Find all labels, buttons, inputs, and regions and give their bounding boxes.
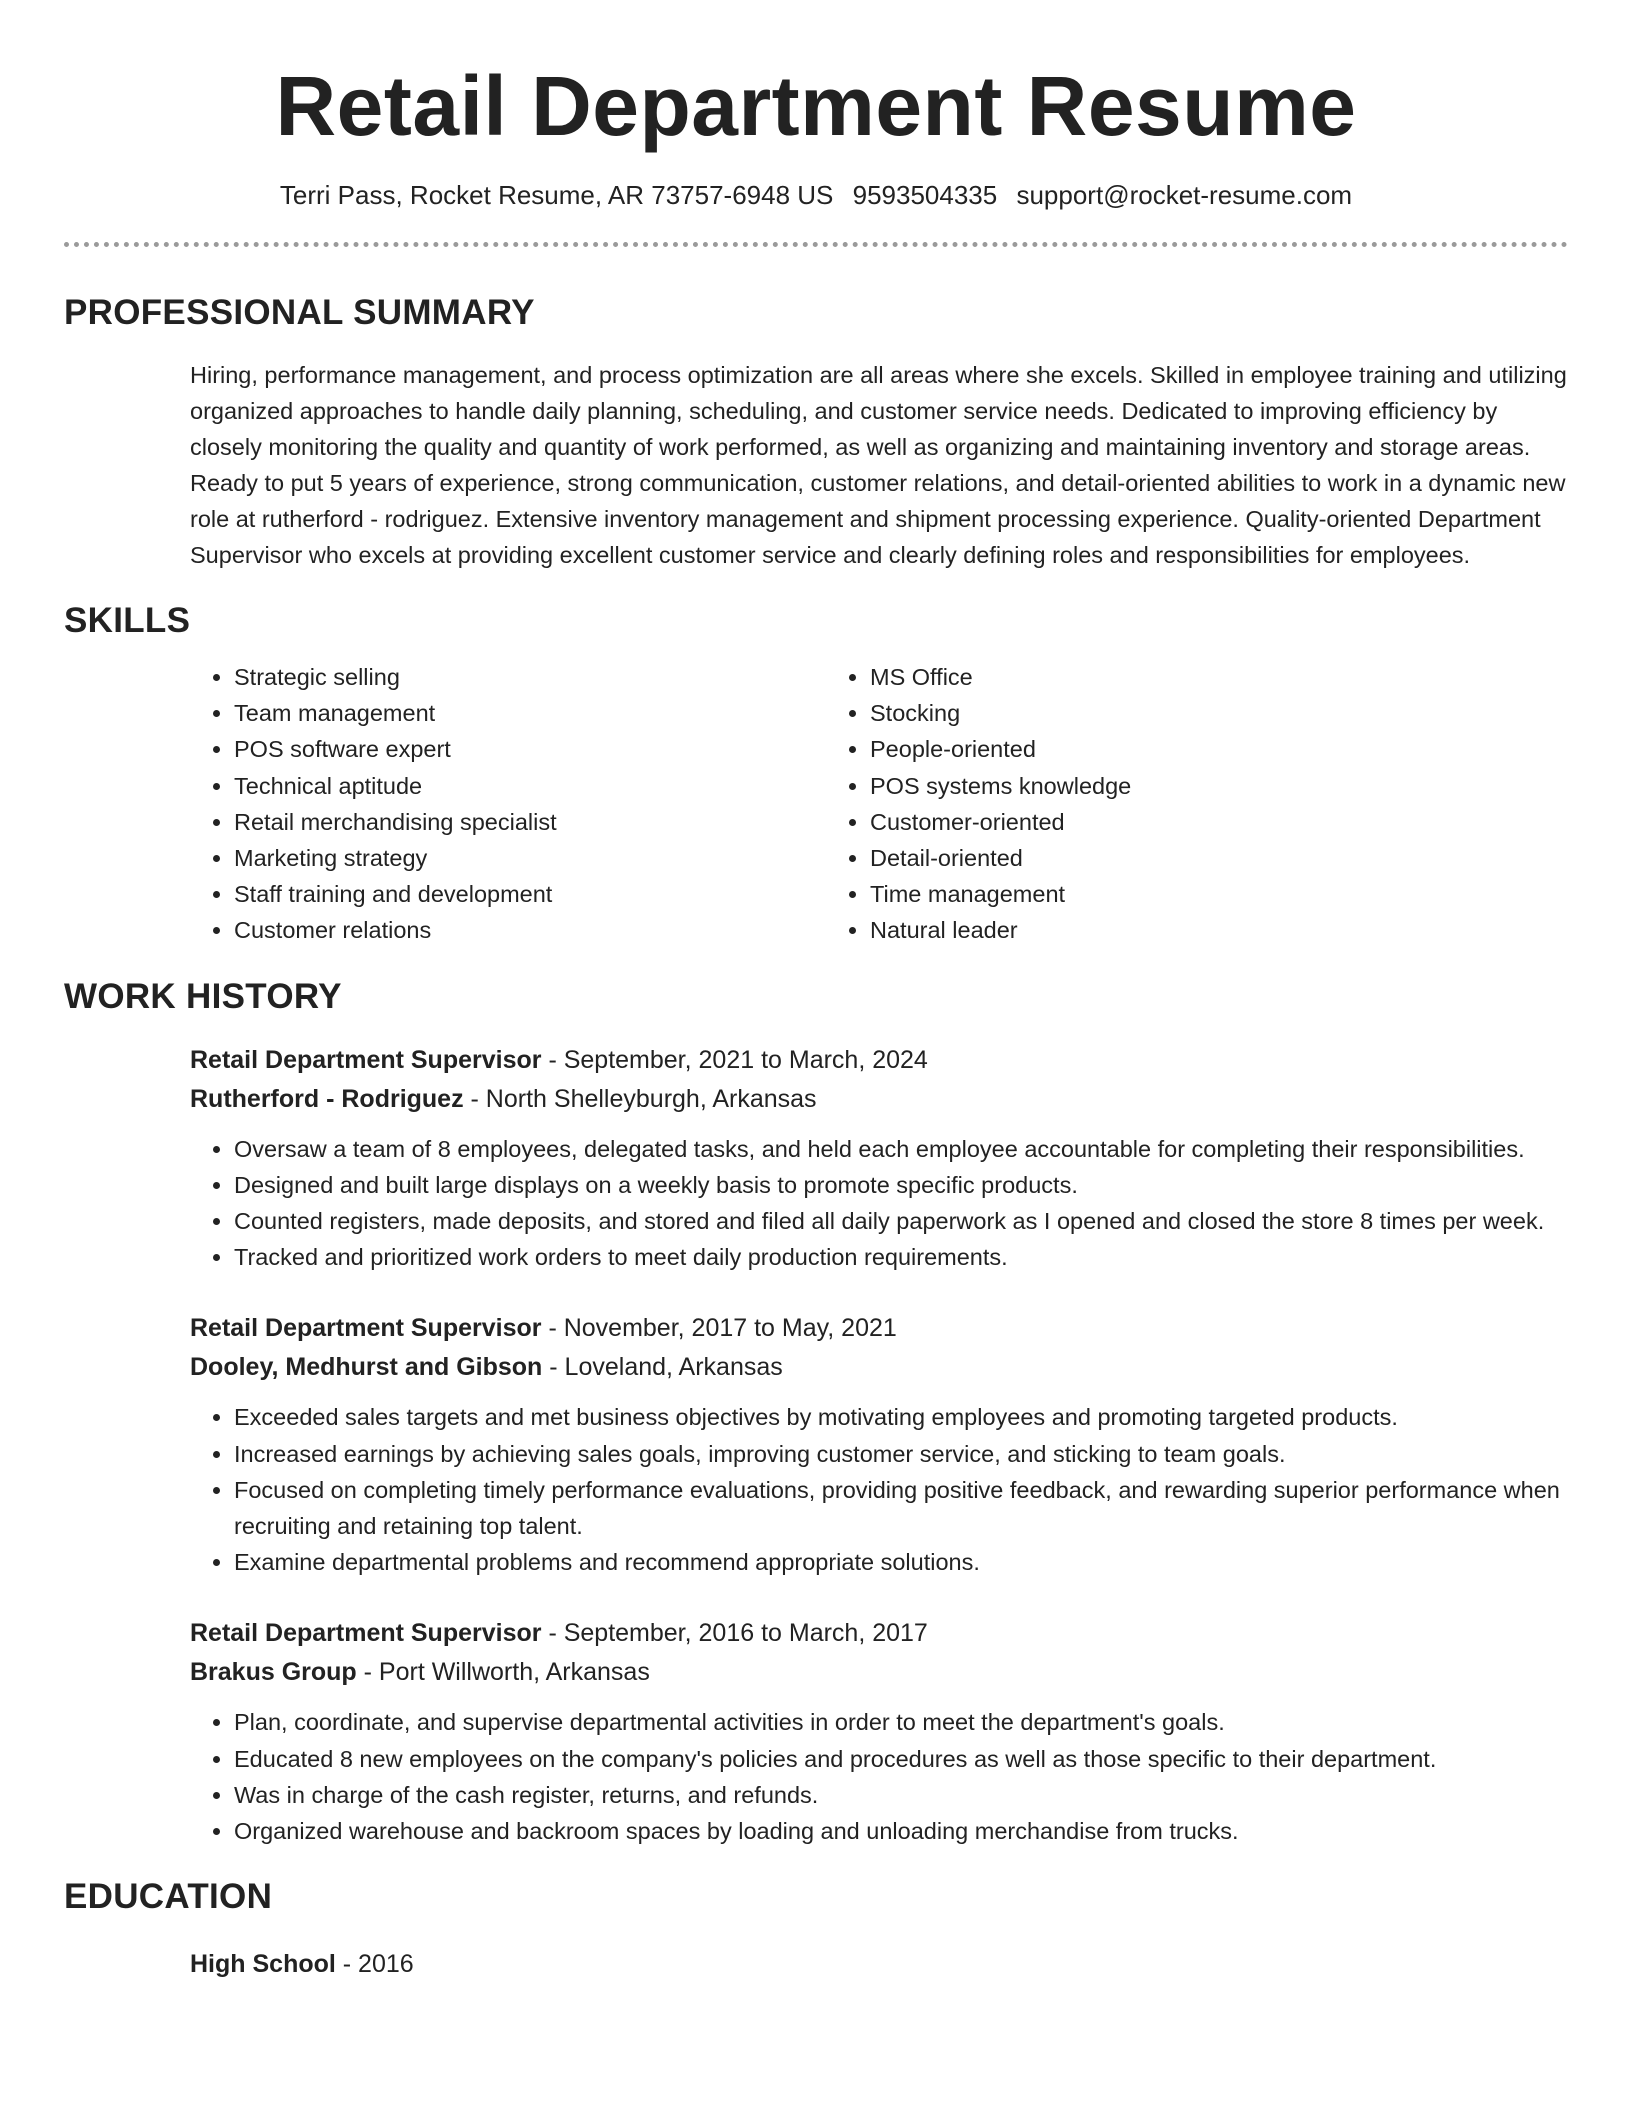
skills-heading: SKILLS	[64, 601, 191, 640]
job-bullet: • Tracked and prioritized work orders to meet daily production requirements.	[234, 1239, 1568, 1275]
education-heading: EDUCATION	[64, 1877, 273, 1917]
skill-item: • Stocking	[870, 695, 1568, 731]
skill-item: • MS Office	[870, 659, 1568, 695]
contact-address: Terri Pass, Rocket Resume, AR 73757-6948 US	[279, 180, 834, 210]
skills-column-left	[190, 659, 826, 949]
skill-item: • Strategic selling	[234, 659, 826, 695]
skill-item: • Technical aptitude	[234, 768, 826, 804]
education-degree: High School	[190, 1950, 336, 1979]
contact-email: support@rocket-resume.com	[1016, 180, 1353, 210]
skill-item: • POS software expert	[234, 731, 826, 767]
job-title: Retail Department Supervisor	[190, 1314, 542, 1343]
job-company: Brakus Group	[190, 1658, 357, 1687]
job-company-line	[190, 1080, 1568, 1119]
job-entry	[190, 1309, 1568, 1580]
job-dates: - November, 2017 to May, 2021	[541, 1314, 897, 1343]
job-bullet: • Focused on completing timely performance evaluations, providing positive feedback, and rewarding superior performance when recruiting and retaining top talent.	[234, 1472, 1568, 1544]
resume-title: Retail Department Resume	[275, 59, 1357, 153]
job-bullet: • Educated 8 new employees on the company's policies and procedures as well as those specific to their department.	[234, 1741, 1568, 1777]
job-bullet: • Plan, coordinate, and supervise departmental activities in order to meet the department's goals.	[234, 1704, 1568, 1740]
skill-item: • Natural leader	[870, 912, 1568, 948]
education-year: - 2016	[335, 1950, 414, 1979]
job-title-line	[190, 1309, 1568, 1348]
job-bullet: • Organized warehouse and backroom spaces by loading and unloading merchandise from trucks.	[234, 1813, 1568, 1849]
skill-item: • Customer relations	[234, 912, 826, 948]
job-location: - North Shelleyburgh, Arkansas	[463, 1084, 817, 1113]
job-location: - Loveland, Arkansas	[542, 1353, 783, 1382]
skill-item: • Staff training and development	[234, 876, 826, 912]
job-dates: - September, 2021 to March, 2024	[541, 1045, 928, 1074]
job-company-line	[190, 1653, 1568, 1692]
job-bullets	[190, 1399, 1568, 1580]
skill-item: • Marketing strategy	[234, 840, 826, 876]
job-title: Retail Department Supervisor	[190, 1619, 542, 1648]
work-history-heading: WORK HISTORY	[64, 976, 342, 1016]
job-bullet: • Counted registers, made deposits, and stored and filed all daily paperwork as I opened and closed the store 8 times per week.	[234, 1203, 1568, 1239]
job-company-line	[190, 1348, 1568, 1387]
summary-heading: PROFESSIONAL SUMMARY	[64, 293, 535, 332]
job-bullet: • Exceeded sales targets and met business objectives by motivating employees and promoting targeted products.	[234, 1399, 1568, 1435]
skill-item: • Detail-oriented	[870, 840, 1568, 876]
job-bullet: • Examine departmental problems and recommend appropriate solutions.	[234, 1544, 1568, 1580]
job-entry	[190, 1041, 1568, 1276]
job-bullet: • Oversaw a team of 8 employees, delegated tasks, and held each employee accountable for completing their responsibilities.	[234, 1131, 1568, 1167]
job-dates: - September, 2016 to March, 2017	[541, 1619, 928, 1648]
job-bullet: • Designed and built large displays on a weekly basis to promote specific products.	[234, 1167, 1568, 1203]
skills-column-right	[826, 659, 1568, 949]
job-title-line	[190, 1041, 1568, 1080]
skill-item: • People-oriented	[870, 731, 1568, 767]
skill-item: • Retail merchandising specialist	[234, 804, 826, 840]
job-title-line	[190, 1614, 1568, 1653]
contact-phone: 9593504335	[852, 180, 998, 210]
header-divider	[64, 242, 1568, 247]
job-bullets	[190, 1131, 1568, 1276]
skill-item: • Team management	[234, 695, 826, 731]
job-company: Rutherford - Rodriguez	[190, 1084, 464, 1113]
education-entry	[190, 1945, 1568, 1984]
skills-list	[190, 659, 1568, 949]
skill-item: • POS systems knowledge	[870, 768, 1568, 804]
skill-item: • Time management	[870, 876, 1568, 912]
contact-line	[64, 178, 1568, 212]
job-bullet: • Was in charge of the cash register, returns, and refunds.	[234, 1777, 1568, 1813]
job-company: Dooley, Medhurst and Gibson	[190, 1353, 543, 1382]
job-bullet: • Increased earnings by achieving sales goals, improving customer service, and sticking to team goals.	[234, 1436, 1568, 1472]
job-location: - Port Willworth, Arkansas	[356, 1658, 650, 1687]
summary-text: Hiring, performance management, and process optimization are all areas where she excels. Skilled in employee training and utilizing organized approaches to handle daily planning, scheduling, and customer service needs. Dedicated to improving efficiency by closely monitoring the quality and quantity of work performed, as well as organizing and maintaining inventory and storage areas. Ready to put 5 years of experience, strong communication, customer relations, and detail-oriented abilities to work in a dynamic new role at rutherford - rodriguez. Extensive inventory management and shipment processing experience. Quality-oriented Department Supervisor who excels at providing excellent customer service and clearly defining roles and responsibilities for employees.	[190, 362, 1567, 568]
skill-item: • Customer-oriented	[870, 804, 1568, 840]
job-bullets	[190, 1704, 1568, 1849]
job-title: Retail Department Supervisor	[190, 1045, 542, 1074]
job-entry	[190, 1614, 1568, 1849]
